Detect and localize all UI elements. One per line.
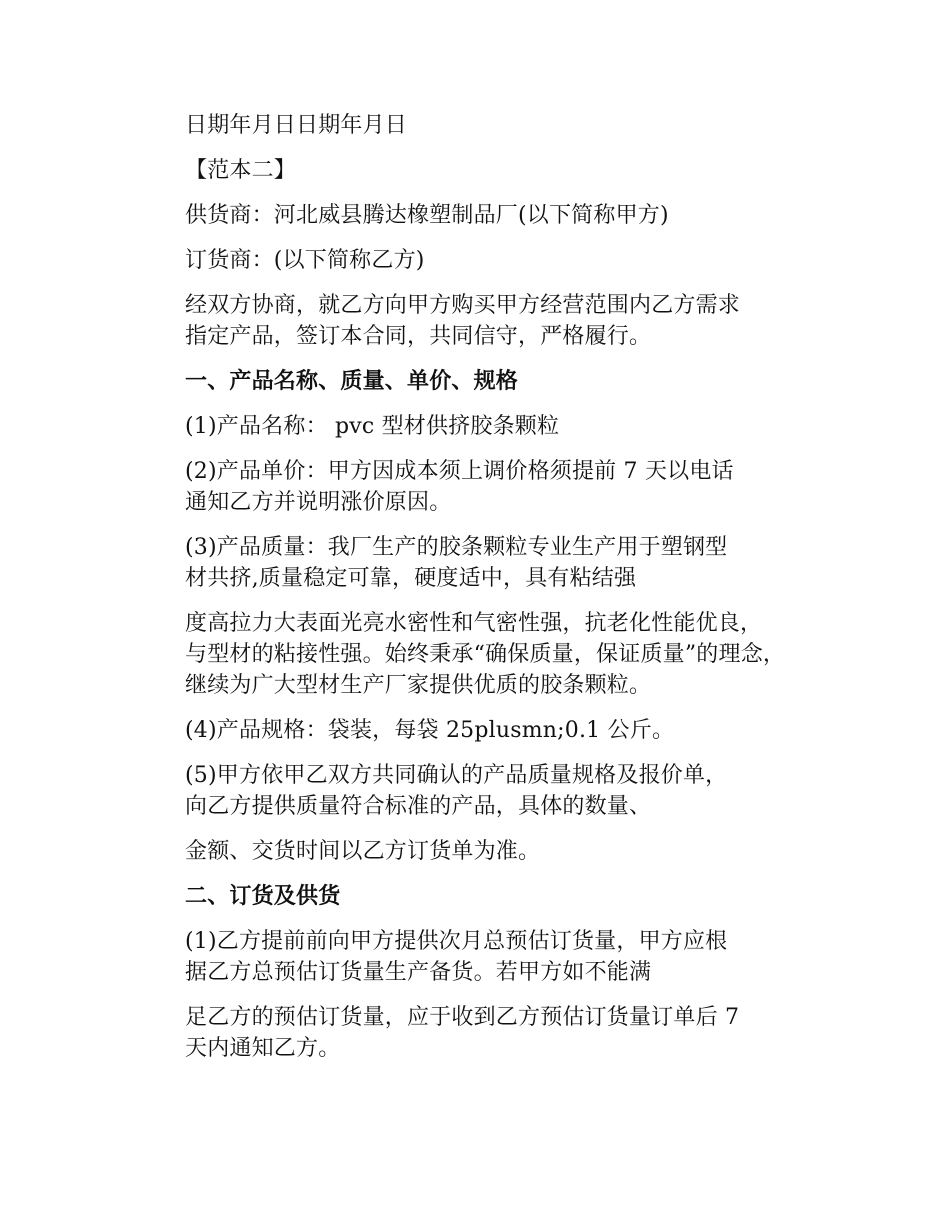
paragraph bbox=[140, 715, 820, 746]
text-line: 据乙方总预估订货量生产备货。若甲方如不能满 bbox=[185, 960, 652, 985]
text-line: (3)产品质量：我厂生产的胶条颗粒专业生产用于塑钢型 bbox=[185, 535, 728, 560]
text-line: 向乙方提供质量符合标准的产品，具体的数量、 bbox=[185, 794, 652, 819]
text-line: 【范本二】 bbox=[185, 158, 297, 183]
text-line: (1)产品名称： pvc 型材供挤胶条颗粒 bbox=[185, 414, 560, 439]
text-line: (4)产品规格：袋装，每袋 25plusmn;0.1 公斤。 bbox=[185, 718, 675, 743]
paragraph bbox=[140, 926, 820, 988]
paragraph bbox=[140, 532, 820, 594]
paragraph bbox=[140, 456, 820, 518]
text-line: 订货商：(以下简称乙方) bbox=[185, 248, 425, 273]
text-line: 供货商：河北威县腾达橡塑制品厂(以下简称甲方) bbox=[185, 203, 669, 228]
section-heading bbox=[140, 366, 820, 397]
text-line: 指定产品，签订本合同，共同信守，严格履行。 bbox=[185, 324, 652, 349]
text-line: (1)乙方提前前向甲方提供次月总预估订货量，甲方应根 bbox=[185, 929, 728, 954]
text-line: 二、订货及供货 bbox=[185, 883, 341, 909]
paragraph bbox=[140, 110, 820, 141]
paragraph bbox=[140, 155, 820, 186]
paragraph bbox=[140, 760, 820, 822]
section-heading bbox=[140, 881, 820, 912]
text-line: 通知乙方并说明涨价原因。 bbox=[185, 490, 452, 515]
text-line: (5)甲方依甲乙双方共同确认的产品质量规格及报价单， bbox=[185, 763, 728, 788]
paragraph bbox=[140, 411, 820, 442]
paragraph bbox=[140, 200, 820, 231]
paragraph bbox=[140, 245, 820, 276]
text-line: 继续为广大型材生产厂家提供优质的胶条颗粒。 bbox=[185, 673, 652, 698]
text-line: 天内通知乙方。 bbox=[185, 1036, 341, 1061]
text-line: 与型材的粘接性强。始终秉承“确保质量，保证质量”的理念， bbox=[185, 642, 786, 667]
text-line: 足乙方的预估订货量，应于收到乙方预估订货量订单后 7 bbox=[185, 1005, 740, 1030]
text-line: 度高拉力大表面光亮水密性和气密性强，抗老化性能优良， bbox=[185, 611, 763, 636]
text-line: 一、产品名称、质量、单价、规格 bbox=[185, 368, 519, 394]
text-line: 经双方协商，就乙方向甲方购买甲方经营范围内乙方需求 bbox=[185, 293, 741, 318]
paragraph bbox=[140, 608, 820, 701]
paragraph bbox=[140, 836, 820, 867]
text-line: (2)产品单价：甲方因成本须上调价格须提前 7 天以电话 bbox=[185, 459, 734, 484]
document-body bbox=[140, 110, 820, 1078]
paragraph bbox=[140, 290, 820, 352]
text-line: 金额、交货时间以乙方订货单为准。 bbox=[185, 839, 541, 864]
paragraph bbox=[140, 1002, 820, 1064]
text-line: 日期年月日日期年月日 bbox=[185, 113, 408, 138]
text-line: 材共挤,质量稳定可靠，硬度适中，具有粘结强 bbox=[185, 566, 637, 591]
